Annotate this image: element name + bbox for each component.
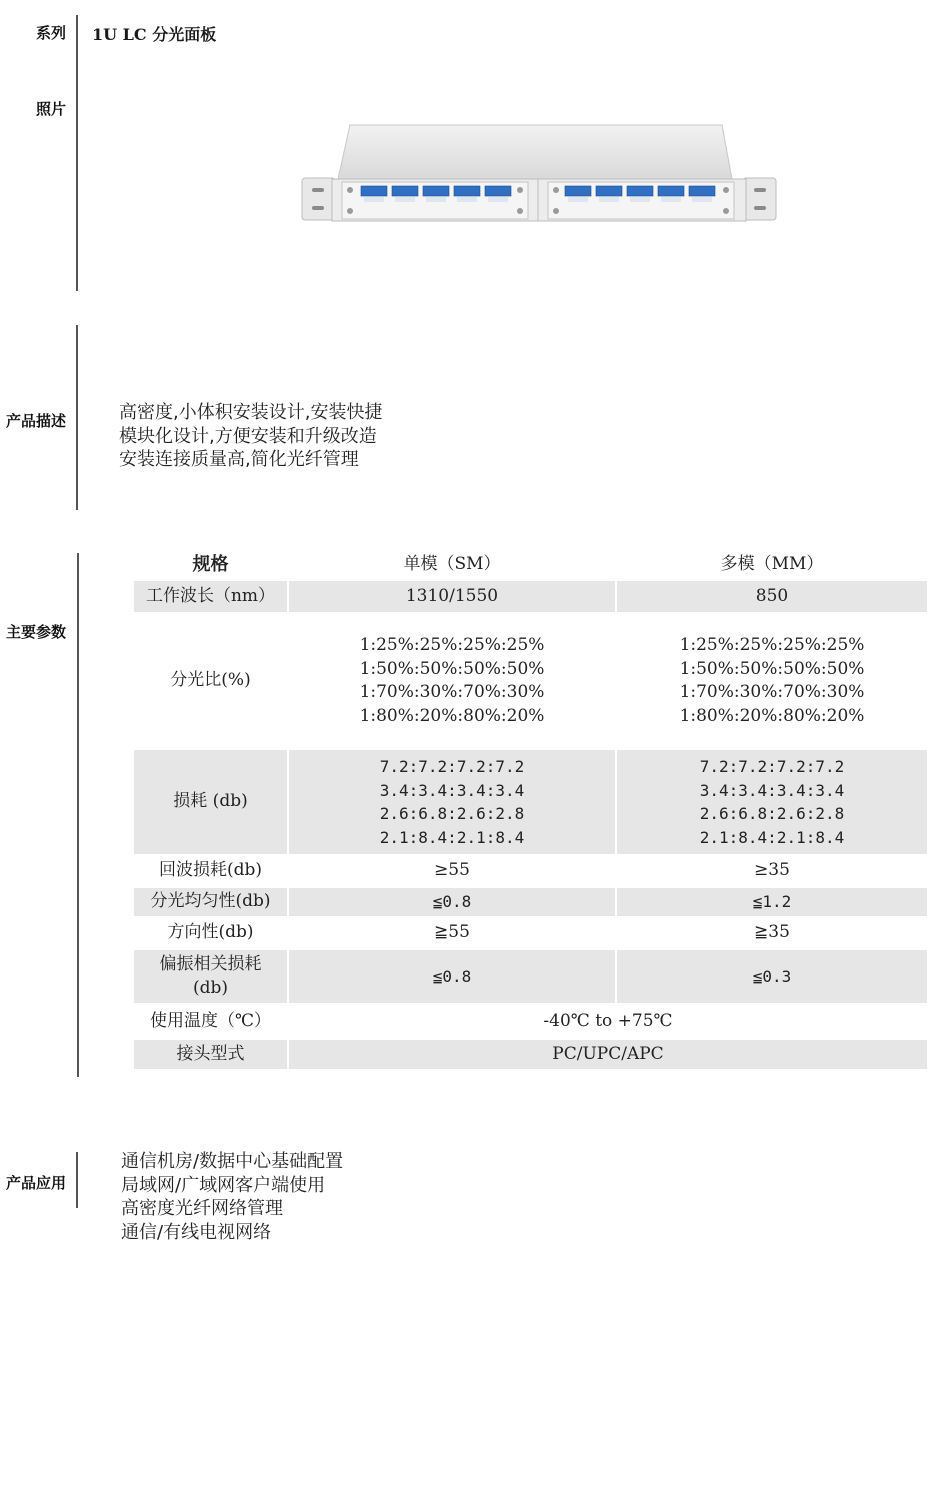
spec-name: 损耗 (db)	[134, 750, 287, 854]
spec-name: 分光比(%)	[170, 670, 251, 691]
spec-table	[132, 549, 929, 1072]
spec-row	[134, 581, 927, 612]
spec-value-sm: ≦0.8	[289, 888, 615, 916]
spec-line: 1:50%:50%:50%:50%	[679, 658, 865, 679]
series-label: 系列	[35, 24, 66, 42]
divider-line	[76, 325, 78, 510]
spec-value-mm	[617, 615, 927, 747]
spec-line: 2.1:8.4:2.1:8.4	[699, 827, 845, 847]
divider-line	[76, 15, 78, 291]
spec-value-sm	[289, 750, 615, 854]
spec-name: 方向性(db)	[167, 922, 254, 943]
product-photo	[300, 122, 778, 224]
spec-value-mm: ≦1.2	[617, 888, 927, 916]
application-line: 通信/有线电视网络	[121, 1221, 272, 1243]
spec-name	[134, 950, 287, 1003]
spec-row	[134, 1006, 927, 1037]
spec-line: 1:80%:20%:80%:20%	[359, 705, 545, 726]
spec-value-mm: ≦0.3	[617, 950, 927, 1003]
spec-header-cell: 多模（MM）	[720, 554, 824, 575]
product-description	[119, 401, 382, 472]
spec-line: (db)	[192, 977, 229, 998]
description-label: 产品描述	[5, 412, 66, 430]
description-line: 高密度,小体积安装设计,安装快捷	[119, 402, 383, 423]
spec-value-mm: ≧35	[754, 922, 790, 943]
spec-value-mm: 850	[617, 581, 927, 612]
spec-line: 3.4:3.4:3.4:3.4	[379, 780, 525, 800]
spec-line: 1:25%:25%:25%:25%	[679, 635, 865, 655]
spec-value-mm	[617, 750, 927, 854]
application-label: 产品应用	[5, 1174, 66, 1192]
spec-line: 1:70%:30%:70%:30%	[359, 682, 545, 702]
spec-row	[134, 919, 927, 947]
spec-name: 工作波长（nm）	[134, 581, 287, 612]
spec-row	[134, 950, 927, 1003]
spec-value-mm: ≥35	[754, 860, 790, 881]
spec-name: 接头型式	[134, 1040, 287, 1069]
spec-row	[134, 750, 927, 854]
product-applications	[121, 1150, 343, 1244]
parameters-label: 主要参数	[5, 623, 66, 641]
spec-value-sm	[289, 615, 615, 747]
application-line: 高密度光纤网络管理	[121, 1198, 283, 1219]
application-line: 局域网/广域网客户端使用	[121, 1174, 326, 1196]
spec-line: 偏振相关损耗	[159, 954, 262, 974]
spec-value-temperature: -40℃ to +75℃	[543, 1010, 673, 1031]
spec-line: 1:80%:20%:80%:20%	[679, 705, 865, 726]
spec-value-connector: PC/UPC/APC	[289, 1040, 927, 1069]
photo-label: 照片	[35, 100, 66, 118]
spec-line: 1:70%:30%:70%:30%	[679, 682, 865, 702]
spec-row	[134, 1040, 927, 1069]
spec-line: 2.1:8.4:2.1:8.4	[379, 827, 525, 847]
description-line: 安装连接质量高,简化光纤管理	[119, 449, 359, 470]
application-line: 通信机房/数据中心基础配置	[121, 1151, 344, 1172]
spec-value-sm: ≧55	[434, 922, 470, 943]
spec-row	[134, 888, 927, 916]
spec-line: 7.2:7.2:7.2:7.2	[699, 757, 845, 776]
spec-header-cell: 规格	[192, 554, 229, 576]
spec-value-sm: ≥55	[434, 860, 470, 881]
description-line: 模块化设计,方便安装和升级改造	[119, 425, 377, 447]
spec-header-cell: 单模（SM）	[403, 554, 501, 575]
spec-line: 1:25%:25%:25%:25%	[359, 635, 545, 655]
spec-line: 2.6:6.8:2.6:2.8	[379, 804, 525, 823]
spec-row	[134, 615, 927, 747]
divider-line	[76, 1152, 78, 1208]
spec-name: 分光均匀性(db)	[134, 888, 287, 916]
spec-header-row	[134, 552, 927, 578]
divider-line	[77, 553, 79, 1077]
spec-line: 7.2:7.2:7.2:7.2	[379, 757, 525, 776]
spec-row	[134, 857, 927, 885]
spec-value-sm: ≦0.8	[289, 950, 615, 1003]
spec-line: 3.4:3.4:3.4:3.4	[699, 780, 845, 800]
series-title: 1U LC 分光面板	[92, 25, 217, 44]
spec-line: 2.6:6.8:2.6:2.8	[699, 804, 845, 823]
spec-value-sm: 1310/1550	[289, 581, 615, 612]
spec-name: 使用温度（℃）	[149, 1010, 272, 1031]
spec-line: 1:50%:50%:50%:50%	[359, 658, 545, 679]
spec-name: 回波损耗(db)	[158, 860, 263, 881]
